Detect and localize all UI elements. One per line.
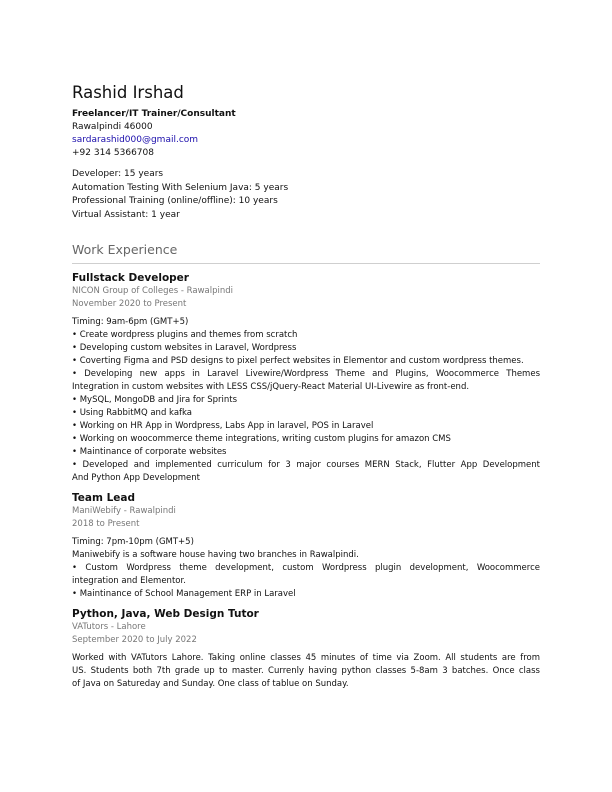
description-line: of Java on Satureday and Sunday. One class of tablue on Sunday. — [72, 679, 349, 689]
job-entry — [72, 271, 540, 485]
candidate-name: Rashid Irshad — [72, 83, 184, 102]
section-divider — [72, 263, 540, 264]
description-line: • Developing custom websites in Laravel, Wordpress — [72, 343, 297, 353]
description-line: • MySQL, MongoDB and Jira for Sprints — [72, 395, 238, 405]
job-company: ManiWebify - Rawalpindi — [72, 506, 176, 516]
job-company: NICON Group of Colleges - Rawalpindi — [72, 286, 233, 296]
job-description — [72, 536, 540, 601]
description-line: • Create wordpress plugins and themes from scratch — [72, 330, 298, 340]
job-title: Python, Java, Web Design Tutor — [72, 608, 259, 620]
job-dates: 2018 to Present — [72, 518, 140, 529]
description-line: • Custom Wordpress theme development, custom Wordpress plugin development, Woocommerce — [72, 563, 540, 573]
job-dates: November 2020 to Present — [72, 298, 187, 309]
description-line: Timing: 9am-6pm (GMT+5) — [72, 317, 189, 327]
description-line: • Working on HR App in Wordpress, Labs App in laravel, POS in Laravel — [72, 421, 374, 431]
description-line: US. Students both 7th grade up to master. Currenly having python classes 5-8am 3 batches. Once class — [72, 666, 540, 676]
summary-line: Professional Training (online/offline): 10 years — [72, 196, 278, 206]
description-line: Maniwebify is a software house having two branches in Rawalpindi. — [72, 550, 359, 560]
job-description — [72, 316, 540, 485]
job-entry — [72, 607, 540, 691]
description-line: • Using RabbitMQ and kafka — [72, 408, 193, 418]
summary-line: Virtual Assistant: 1 year — [72, 209, 180, 220]
description-line: integration and Elementor. — [72, 576, 186, 586]
description-line: • Developed and implemented curriculum for 3 major courses MERN Stack, Flutter App Development — [72, 460, 540, 470]
job-dates: September 2020 to July 2022 — [72, 634, 197, 645]
section-title-work-experience: Work Experience — [72, 242, 178, 257]
phone-number: +92 314 5366708 — [72, 148, 154, 158]
job-title: Fullstack Developer — [72, 272, 189, 284]
description-line: Timing: 7pm-10pm (GMT+5) — [72, 537, 194, 547]
email-link[interactable]: sardarashid000@gmail.com — [72, 135, 199, 145]
job-title: Team Lead — [72, 492, 135, 504]
summary-line: Developer: 15 years — [72, 169, 164, 179]
description-line: • Working on woocommerce theme integrations, writing custom plugins for amazon CMS — [72, 434, 451, 444]
description-line: • Coverting Figma and PSD designs to pixel perfect websites in Elementor and custom wordpress themes. — [72, 356, 524, 366]
description-line: And Python App Development — [72, 473, 200, 483]
description-line: Worked with VATutors Lahore. Taking online classes 45 minutes of time via Zoom. All students are from — [72, 653, 540, 663]
headline: Freelancer/IT Trainer/Consultant — [72, 109, 236, 119]
location: Rawalpindi 46000 — [72, 122, 153, 132]
job-entry — [72, 491, 540, 601]
experience-summary — [72, 168, 540, 222]
description-line: Integration in custom websites with LESS CSS/jQuery-React Material UI-Livewire as front-end. — [72, 382, 470, 392]
job-description — [72, 652, 540, 691]
job-company: VATutors - Lahore — [72, 622, 146, 632]
description-line: • Maintinance of corporate websites — [72, 447, 227, 457]
summary-line: Automation Testing With Selenium Java: 5 years — [72, 182, 289, 193]
description-line: • Maintinance of School Management ERP in Laravel — [72, 589, 296, 599]
description-line: • Developing new apps in Laravel Livewire/Wordpress Theme and Plugins, Woocommerce Themes — [72, 369, 540, 379]
resume-content — [72, 83, 540, 697]
